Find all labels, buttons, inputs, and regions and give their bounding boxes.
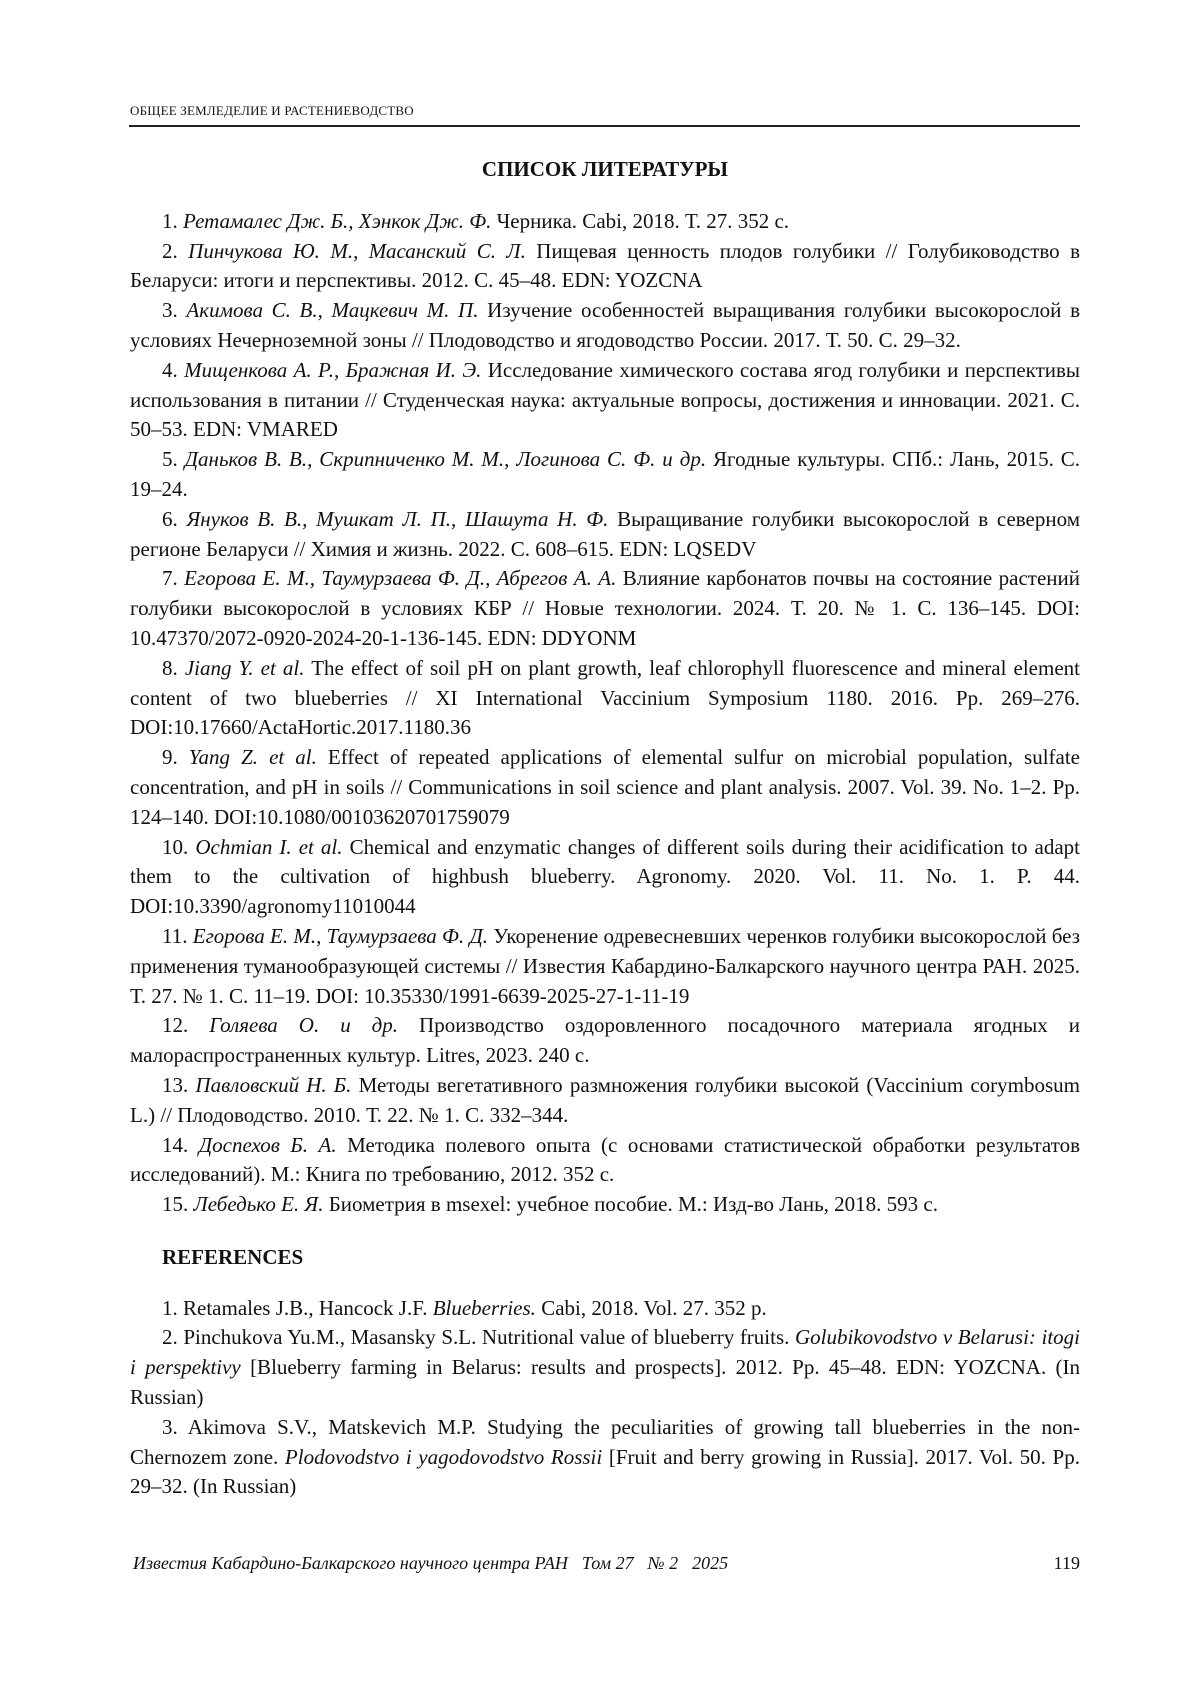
entry-authors: Мищенкова А. Р., Бражная И. Э. xyxy=(184,358,481,382)
entry-authors: Доспехов Б. А. xyxy=(199,1133,337,1157)
bibliography-ru-entry xyxy=(130,505,1080,565)
footer-year: 2025 xyxy=(692,1553,728,1573)
entry-number: 5. xyxy=(162,447,178,471)
entry-authors: Акимова С. В., Мацкевич М. П. xyxy=(186,298,478,322)
entry-authors: Януков В. В., Мушкат Л. П., Шашута Н. Ф. xyxy=(186,507,608,531)
entry-number: 6. xyxy=(162,507,178,531)
entry-text: Черника. Cabi, 2018. Т. 27. 352 с. xyxy=(491,209,789,233)
entry-text: Chemical and enzymatic changes of different soils during their acidification to adapt them to the cultivation of highbush blueberry. Agronomy. 2020. Vol. 11. No. 1. P. 44. DOI:10.3390/agronomy11010044 xyxy=(130,835,1080,919)
entry-text: Пищевая ценность плодов голубики // Голубиководство в Беларуси: итоги и перспективы. 2012. С. 45–48. EDN: YOZCNA xyxy=(130,239,1080,293)
entry-authors: Голяева О. и др. xyxy=(209,1013,398,1037)
bibliography-ru-entry xyxy=(130,445,1080,505)
entry-number: 4. xyxy=(162,358,178,382)
bibliography-ru-entry xyxy=(130,237,1080,297)
entry-number: 2. xyxy=(162,1325,178,1349)
running-head: ОБЩЕЕ ЗЕМЛЕДЕЛИЕ И РАСТЕНИЕВОДСТВО xyxy=(130,103,414,119)
entry-number: 7. xyxy=(162,566,178,590)
bibliography-ru-list xyxy=(130,207,1080,1220)
footer-journal-info xyxy=(133,1553,728,1574)
header-divider xyxy=(129,125,1080,127)
entry-authors: Пинчукова Ю. М., Масанский С. Л. xyxy=(188,239,526,263)
bibliography-ru-entry xyxy=(130,654,1080,743)
page-footer xyxy=(133,1553,1080,1577)
bibliography-ru-entry xyxy=(130,296,1080,356)
entry-text: Влияние карбонатов почвы на состояние растений голубики высокорослой в условиях КБР // Новые технологии. 2024. Т. 20. № 1. С. 136–145. DOI: 10.47370/2072-0920-2024-20-1-136-145. EDN: DDYONM xyxy=(130,566,1080,650)
article-body xyxy=(130,155,1080,1502)
entry-authors: Егорова Е. М., Таумурзаева Ф. Д., Абрегов А. А. xyxy=(184,566,616,590)
references-en-entry xyxy=(130,1323,1080,1412)
bibliography-ru-entry xyxy=(130,1011,1080,1071)
entry-number: 15. xyxy=(162,1192,188,1216)
entry-text: Выращивание голубики высокорослой в северном регионе Беларуси // Химия и жизнь. 2022. С. 608–615. EDN: LQSEDV xyxy=(130,507,1080,561)
footer-journal-name: Известия Кабардино-Балкарского научного центра РАН xyxy=(133,1553,568,1573)
bibliography-ru-entry xyxy=(130,833,1080,922)
references-en-list xyxy=(130,1294,1080,1503)
bibliography-ru-title: СПИСОК ЛИТЕРАТУРЫ xyxy=(130,155,1080,185)
footer-issue: № 2 xyxy=(648,1553,678,1573)
entry-authors: Jiang Y. et al. xyxy=(185,656,305,680)
bibliography-ru-entry xyxy=(130,207,1080,237)
entry-authors: Yang Z. et al. xyxy=(189,745,317,769)
entry-text: Изучение особенностей выращивания голубики высокорослой в условиях Нечерноземной зоны // Плодоводство и ягодоводство России. 2017. Т. 50. С. 29–32. xyxy=(130,298,1080,352)
entry-number: 11. xyxy=(162,924,187,948)
entry-text: Производство оздоровленного посадочного материала ягодных и малораспространенных культур. Litres, 2023. 240 с. xyxy=(130,1013,1080,1067)
bibliography-ru-entry xyxy=(130,743,1080,832)
entry-details: [Fruit and berry growing in Russia]. 2017. Vol. 50. Pp. 29–32. (In Russian) xyxy=(130,1445,1080,1499)
entry-authors: Павловский Н. Б. xyxy=(195,1073,351,1097)
entry-number: 1. xyxy=(162,209,178,233)
page xyxy=(0,0,1200,1697)
entry-authors: Ochmian I. et al. xyxy=(195,835,342,859)
entry-number: 10. xyxy=(162,835,188,859)
entry-text: Биометрия в msexel: учебное пособие. М.: Изд-во Лань, 2018. 593 с. xyxy=(323,1192,938,1216)
entry-number: 3. xyxy=(162,298,178,322)
entry-text: Методика полевого опыта (с основами статистической обработки результатов исследований). М.: Книга по требованию, 2012. 352 с. xyxy=(130,1133,1080,1187)
entry-authors: Егорова Е. М., Таумурзаева Ф. Д. xyxy=(193,924,488,948)
entry-text: Akimova S.V., Matskevich M.P. Studying the peculiarities of growing tall blueberries in the non-Chernozem zone. xyxy=(130,1415,1080,1469)
entry-authors: Лебедько Е. Я. xyxy=(194,1192,324,1216)
references-en-entry xyxy=(130,1413,1080,1502)
entry-number: 9. xyxy=(162,745,178,769)
entry-source-title: Blueberries. xyxy=(433,1296,536,1320)
entry-number: 14. xyxy=(162,1133,188,1157)
entry-text: Effect of repeated applications of elemental sulfur on microbial population, sulfate concentration, and pH in soils // Communications in soil science and plant analysis. 2007. Vol. 39. No. 1–2. Pp. 124–140. DOI:10.1080/00103620701759079 xyxy=(130,745,1080,829)
entry-authors: Даньков В. В., Скрипниченко М. М., Логинова С. Ф. и др. xyxy=(185,447,706,471)
references-en-entry xyxy=(130,1294,1080,1324)
entry-number: 1. xyxy=(162,1296,178,1320)
entry-number: 3. xyxy=(162,1415,178,1439)
entry-text: Pinchukova Yu.M., Masansky S.L. Nutritional value of blueberry fruits. xyxy=(178,1325,795,1349)
page-number: 119 xyxy=(1054,1553,1080,1574)
bibliography-ru-entry xyxy=(130,1071,1080,1131)
references-en-title: REFERENCES xyxy=(130,1243,1080,1273)
entry-authors: Ретамалес Дж. Б., Хэнкок Дж. Ф. xyxy=(183,209,491,233)
entry-number: 13. xyxy=(162,1073,188,1097)
entry-details: [Blueberry farming in Belarus: results and prospects]. 2012. Pp. 45–48. EDN: YOZCNA. (In Russian) xyxy=(130,1355,1080,1409)
bibliography-ru-entry xyxy=(130,356,1080,445)
entry-text: Retamales J.B., Hancock J.F. xyxy=(178,1296,433,1320)
entry-number: 12. xyxy=(162,1013,188,1037)
entry-source-title: Golubikovodstvo v Belarusi: itogi i perspektivy xyxy=(130,1325,1080,1379)
entry-text: Исследование химического состава ягод голубики и перспективы использования в питании // Студенческая наука: актуальные вопросы, достижения и инновации. 2021. С. 50–53. EDN: VMARED xyxy=(130,358,1080,442)
bibliography-ru-entry xyxy=(130,564,1080,653)
bibliography-ru-entry xyxy=(130,1190,1080,1220)
entry-text: The effect of soil pH on plant growth, leaf chlorophyll fluorescence and mineral element content of two blueberries // XI International Vaccinium Symposium 1180. 2016. Pp. 269–276. DOI:10.17660/ActaHortic.2017.1180.36 xyxy=(130,656,1080,740)
entry-number: 2. xyxy=(162,239,178,263)
entry-text: Ягодные культуры. СПб.: Лань, 2015. С. 19–24. xyxy=(130,447,1080,501)
footer-volume: Том 27 xyxy=(582,1553,634,1573)
bibliography-ru-entry xyxy=(130,1131,1080,1191)
entry-text: Методы вегетативного размножения голубики высокой (Vaccinium corymbosum L.) // Плодоводство. 2010. Т. 22. № 1. С. 332–344. xyxy=(130,1073,1080,1127)
entry-details: Cabi, 2018. Vol. 27. 352 p. xyxy=(536,1296,767,1320)
entry-source-title: Plodovodstvo i yagodovodstvo Rossii xyxy=(285,1445,602,1469)
bibliography-ru-entry xyxy=(130,922,1080,1011)
entry-number: 8. xyxy=(162,656,178,680)
entry-text: Укоренение одревесневших черенков голубики высокорослой без применения туманообразующей системы // Известия Кабардино-Балкарского научного центра РАН. 2025. Т. 27. № 1. С. 11–19. DOI: 10.35330/1991-6639-2025-27-1-11-19 xyxy=(130,924,1080,1008)
